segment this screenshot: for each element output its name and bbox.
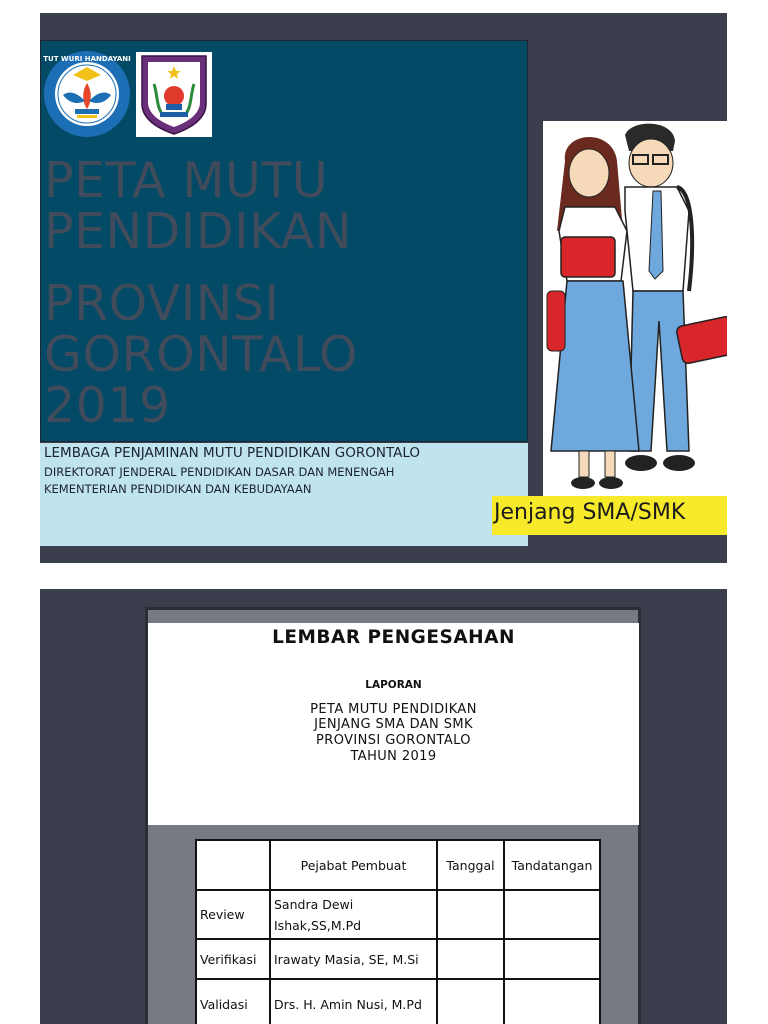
table-row <box>196 939 600 979</box>
row-label: Validasi <box>196 979 270 1024</box>
cover-title-line-2: PENDIDIKAN <box>44 203 352 260</box>
signature-cell <box>504 939 600 979</box>
approval-slide <box>40 589 727 1024</box>
gorontalo-province-logo <box>136 52 212 137</box>
logo-text: TUT WURI HANDAYANI <box>43 55 131 63</box>
document-line-4: TAHUN 2019 <box>350 749 437 764</box>
cover-title-line-3: PROVINSI <box>44 275 280 332</box>
official-name: Irawaty Masia, SE, M.Si <box>270 939 437 979</box>
institution-line-1: LEMBAGA PENJAMINAN MUTU PENDIDIKAN GORONTALO <box>44 445 421 461</box>
header-cell-date: Tanggal <box>437 840 504 890</box>
signature-cell <box>504 890 600 939</box>
tut-wuri-handayani-logo <box>43 49 131 139</box>
table-row <box>196 979 600 1024</box>
date-cell <box>437 939 504 979</box>
cover-title-line-5: 2019 <box>44 377 171 434</box>
row-label: Verifikasi <box>196 939 270 979</box>
document-line-3: PROVINSI GORONTALO <box>316 733 471 748</box>
document-line-1: PETA MUTU PENDIDIKAN <box>310 702 477 717</box>
institution-line-2: DIREKTORAT JENDERAL PENDIDIKAN DASAR DAN MENENGAH <box>44 465 395 479</box>
table-row <box>196 890 600 939</box>
signature-cell <box>504 979 600 1024</box>
document-line-2: JENJANG SMA DAN SMK <box>314 717 473 732</box>
row-label: Review <box>196 890 270 939</box>
cover-slide <box>40 13 727 563</box>
official-name: Drs. H. Amin Nusi, M.Pd <box>270 979 437 1024</box>
document-title: LEMBAR PENGESAHAN <box>272 627 515 648</box>
date-cell <box>437 890 504 939</box>
header-cell-official: Pejabat Pembuat <box>270 840 437 890</box>
header-cell-signature: Tandatangan <box>504 840 600 890</box>
document-subtitle: LAPORAN <box>365 679 422 691</box>
table-header-row <box>196 840 600 890</box>
students-illustration <box>543 121 727 496</box>
date-cell <box>437 979 504 1024</box>
header-cell-empty <box>196 840 270 890</box>
level-label: Jenjang SMA/SMK <box>492 496 727 535</box>
cover-title-line-4: GORONTALO <box>44 326 359 383</box>
cover-title-line-1: PETA MUTU <box>44 152 329 209</box>
approval-table <box>195 839 601 1024</box>
official-name: Sandra Dewi Ishak,SS,M.Pd <box>270 890 437 939</box>
institution-line-3: KEMENTERIAN PENDIDIKAN DAN KEBUDAYAAN <box>44 482 312 496</box>
